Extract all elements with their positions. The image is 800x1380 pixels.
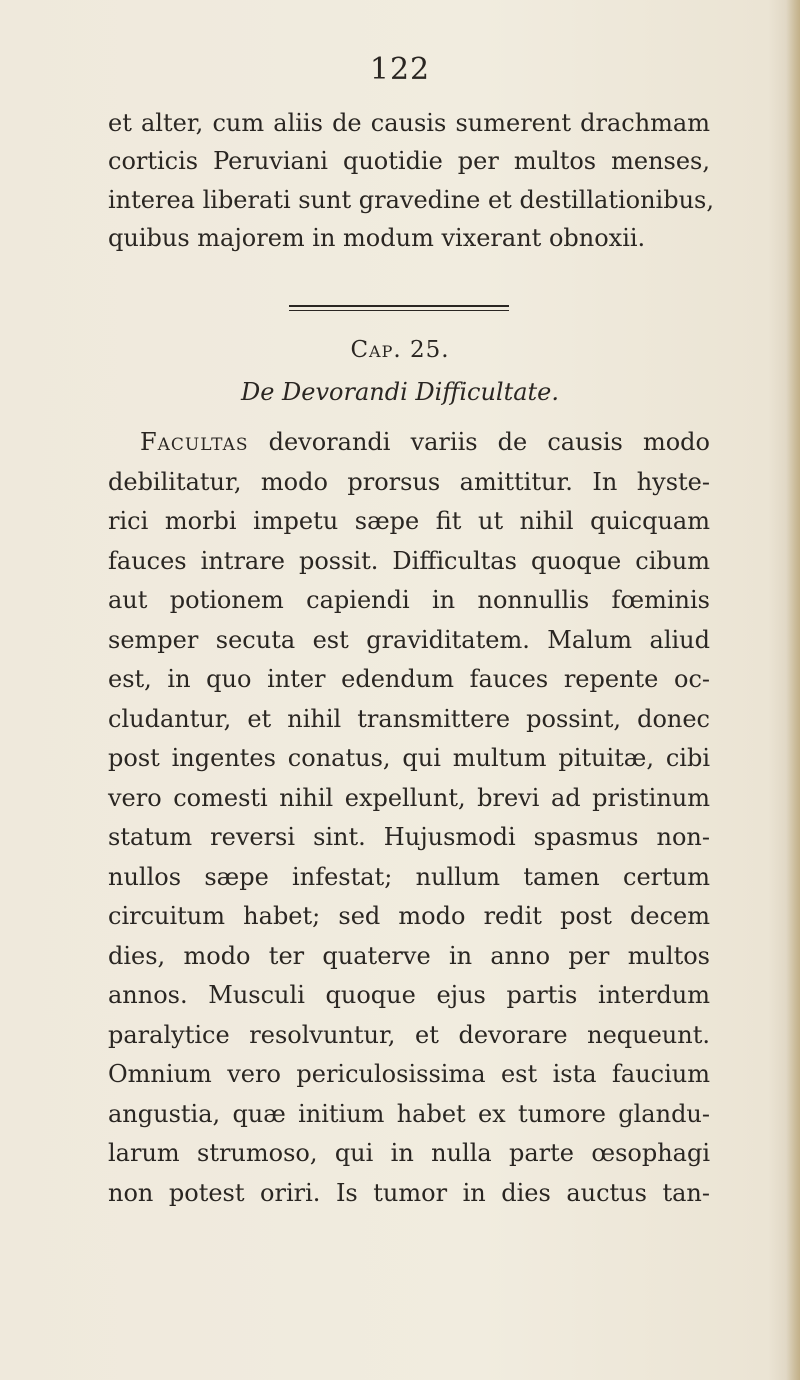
body-line: annos. Musculi quoque ejus partis interdum	[108, 981, 710, 1009]
body-line: post ingentes conatus, qui multum pituitæ, cibi	[108, 744, 710, 772]
body-line: statum reversi sint. Hujusmodi spasmus non-	[108, 823, 710, 851]
body-line: nullos sæpe infestat; nullum tamen certum	[108, 862, 710, 891]
body-line: circuitum habet; sed modo redit post decem	[108, 902, 710, 930]
body-line: aut potionem capiendi in nonnullis fœminis	[108, 586, 710, 614]
body-line: larum strumoso, qui in nulla parte œsophagi	[108, 1139, 710, 1167]
body-line: cludantur, et nihil transmittere possint, donec	[108, 704, 710, 733]
body-line: dies, modo ter quaterve in anno per multos	[108, 941, 710, 970]
chapter-heading: Cap. 25.	[350, 337, 450, 363]
body-line: Omnium vero periculosissima est ista faucium	[108, 1060, 710, 1088]
chapter-body	[108, 423, 710, 1213]
body-line: non potest oriri. Is tumor in dies auctus tan-	[108, 1178, 710, 1207]
body-line: fauces intrare possit. Difficultas quoque cibum	[108, 546, 710, 575]
intro-line: et alter, cum aliis de causis sumerent drachmam	[108, 109, 710, 137]
body-line: est, in quo inter edendum fauces repente oc-	[108, 665, 710, 693]
section-divider-rule	[289, 305, 509, 312]
body-line-rest: devorandi variis de causis modo	[248, 428, 710, 456]
body-line: rici morbi impetu sæpe fit ut nihil quicquam	[108, 507, 710, 535]
divider-thick-line	[289, 305, 509, 307]
intro-paragraph	[108, 104, 714, 257]
body-line: angustia, quæ initium habet ex tumore glandu-	[108, 1099, 710, 1128]
body-line: paralytice resolvuntur, et devorare nequeunt.	[108, 1020, 710, 1049]
page-number: 122	[369, 52, 431, 87]
body-line: debilitatur, modo prorsus amittitur. In hyste-	[108, 467, 710, 496]
intro-line: interea liberati sunt gravedine et destillationibus,	[108, 185, 714, 214]
page-edge-shadow	[786, 0, 800, 1380]
body-line	[108, 423, 710, 463]
body-line: semper secuta est graviditatem. Malum aliud	[108, 625, 710, 654]
chapter-subtitle: De Devorandi Difficultate.	[240, 378, 560, 406]
divider-thin-line	[289, 310, 509, 311]
intro-line: quibus majorem in modum vixerant obnoxii.	[108, 223, 646, 252]
body-line: vero comesti nihil expellunt, brevi ad pristinum	[108, 783, 710, 812]
intro-line: corticis Peruviani quotidie per multos menses,	[108, 147, 710, 176]
body-first-word: Facultas	[140, 428, 249, 456]
